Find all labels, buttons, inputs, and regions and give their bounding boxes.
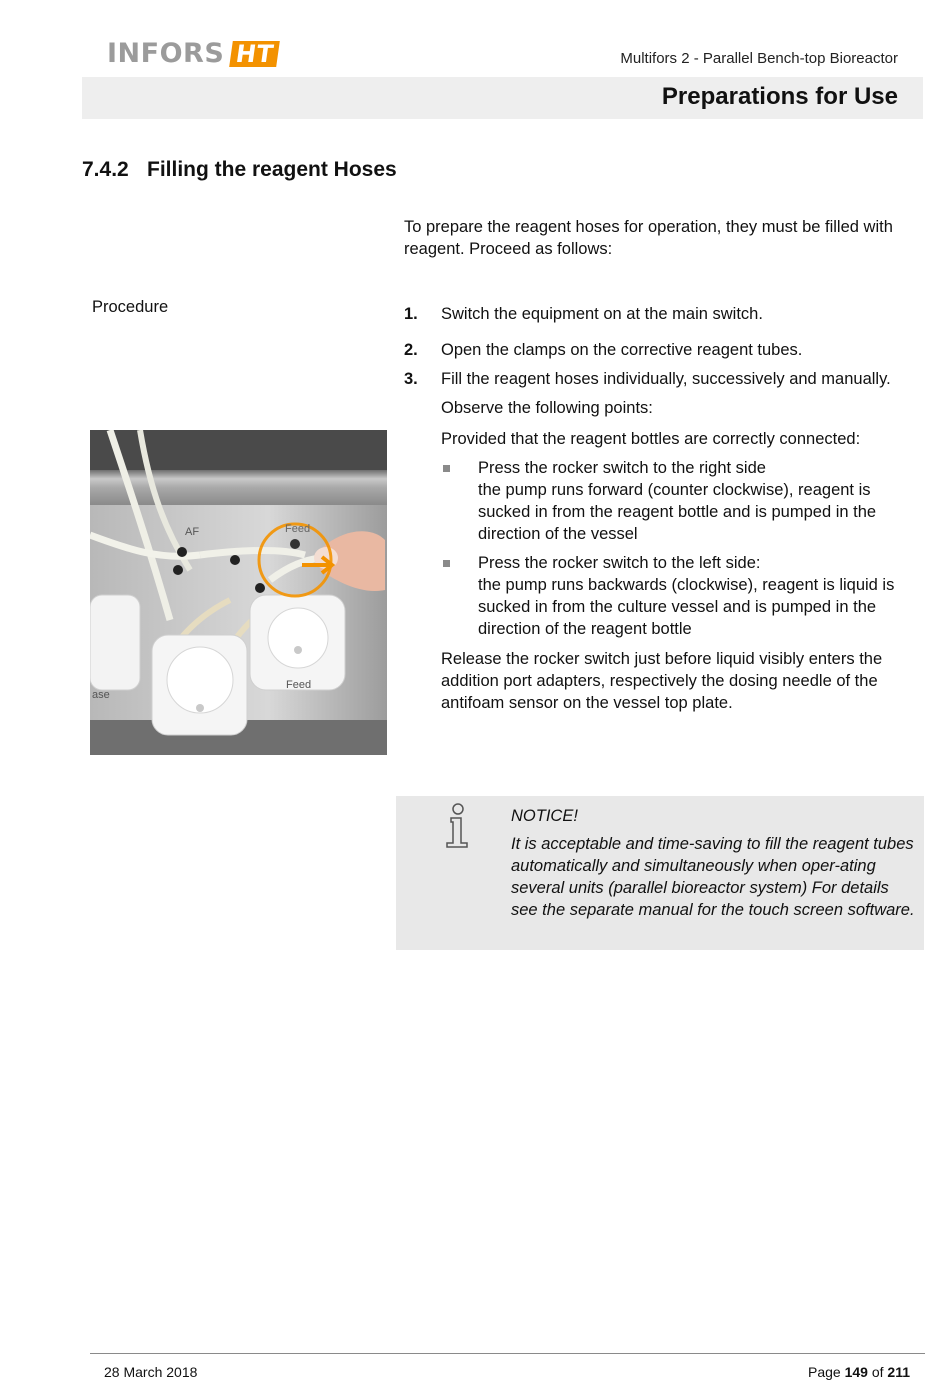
- bullet-text: the pump runs backwards (clockwise), reagent is liquid is sucked in from the culture vessel and is pumped in the direction of the reagent bottle: [478, 576, 895, 638]
- photo-label-feed-bottom: Feed: [286, 679, 312, 691]
- footer-date: 28 March 2018: [104, 1364, 198, 1380]
- step-text: Fill the reagent hoses individually, successively and manually.: [441, 370, 891, 388]
- footer-divider: [90, 1353, 925, 1354]
- company-logo: [107, 38, 279, 69]
- document-title: Multifors 2 - Parallel Bench-top Bioreactor: [620, 50, 898, 67]
- bullet-text: the pump runs forward (counter clockwise), reagent is sucked in from the reagent bottle and is pumped in the direction of the vessel: [478, 481, 877, 543]
- step-number: 2.: [404, 341, 418, 359]
- page-of: of: [871, 1364, 884, 1380]
- page-current: 149: [844, 1364, 868, 1380]
- page-prefix: Page: [807, 1364, 841, 1380]
- logo-infors-text: INFORS: [107, 38, 225, 69]
- photo-label-af: AF: [185, 526, 200, 538]
- procedure-label: Procedure: [92, 298, 169, 316]
- release-text: Release the rocker switch just before liquid visibly enters the addition port adapters, respectively the dosing needle of the antifoam sensor on the vessel top plate.: [441, 650, 883, 712]
- notice-content: [511, 805, 916, 921]
- page-total: 211: [887, 1364, 910, 1380]
- photo-label-feed-top: Feed: [285, 523, 311, 535]
- step-number: 3.: [404, 370, 418, 388]
- bullet-square-icon: [443, 560, 450, 567]
- bullet-title: Press the rocker switch to the left side:: [478, 554, 761, 572]
- notice-text: It is acceptable and time-saving to fill the reagent tubes automatically and simultaneously when oper-ating several units (parallel bioreactor system) For details see the separate manual for the touch screen software.: [511, 835, 915, 919]
- step-number: 1.: [404, 305, 418, 323]
- subsection-heading: [82, 158, 397, 182]
- step-text: Open the clamps on the corrective reagent tubes.: [441, 341, 803, 359]
- section-title: Preparations for Use: [661, 83, 898, 110]
- condition-text: Provided that the reagent bottles are correctly connected:: [441, 430, 861, 448]
- photo-label-base: ase: [92, 689, 110, 701]
- intro-paragraph: To prepare the reagent hoses for operation, they must be filled with reagent. Proceed as follows:: [404, 218, 893, 258]
- subsection-number: 7.4.2: [82, 158, 129, 181]
- logo-ht-badge: HT: [229, 41, 280, 67]
- info-icon: [444, 803, 472, 849]
- bullet-square-icon: [443, 465, 450, 472]
- subsection-title: Filling the reagent Hoses: [147, 158, 397, 181]
- pump-photo: [90, 430, 387, 755]
- bullet-title: Press the rocker switch to the right side: [478, 459, 766, 477]
- step-text: Switch the equipment on at the main switch.: [441, 305, 763, 323]
- notice-title: NOTICE!: [511, 807, 578, 825]
- page-number: [808, 1364, 910, 1380]
- observe-text: Observe the following points:: [441, 399, 653, 417]
